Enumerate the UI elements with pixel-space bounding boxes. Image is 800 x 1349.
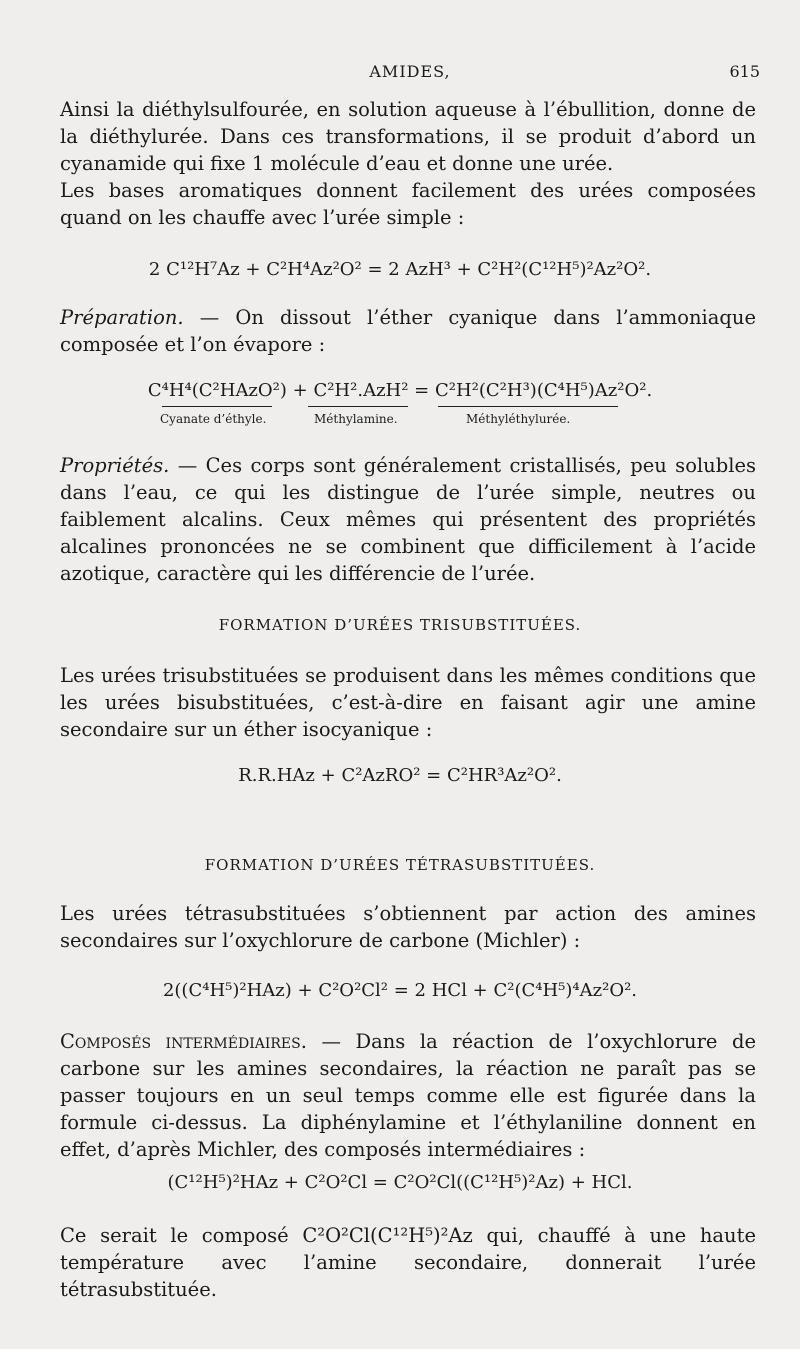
preparation-label: Préparation. [60,306,184,329]
heading-trisubstituees: FORMATION D’URÉES TRISUBSTITUÉES. [218,616,582,634]
paragraph-composes-intermediaires [60,1028,756,1163]
paragraph-bases-aromatiques: Les bases aromatiques donnent facilement des urées composées quand on les chauffe avec l’urée simple : [60,179,756,229]
label-methylamine: Méthylamine. [314,412,398,426]
paragraph-diethylsulfouree: Ainsi la diéthylsulfourée, en solution aqueuse à l’ébullition, donne de la diéthylurée. Dans ces transformations, il se produit d’abord un cyanamide qui fixe 1 molécule d’eau et donne une urée. [60,98,756,175]
page-number: 615 [729,62,760,81]
label-cyanate-ethyle: Cyanate d’éthyle. [160,412,267,426]
paragraph-tetrasubstituees: Les urées tétrasubstituées s’obtiennent par action des amines secondaires sur l’oxychlorure de carbone (Michler) : [60,902,756,952]
equation-methylethyluree: C⁴H⁴(C²HAzO²) + C²H².AzH² = C²H²(C²H³)(C⁴H⁵)Az²O². [147,380,653,401]
label-methylethyluree: Méthyléthylurée. [466,412,571,426]
paragraph-conclusion: Ce serait le composé C²O²Cl(C¹²H⁵)²Az qui, chauffé à une haute température avec l’amine secondaire, donnerait l’urée tétrasubstituée. [60,1224,756,1301]
paragraph-trisubstituees: Les urées trisubstituées se produisent dans les mêmes conditions que les urées bisubstituées, c’est-à-dire en faisant agir une amine secondaire sur un éther isocyanique : [60,664,756,741]
equation-urees-aromatiques: 2 C¹²H⁷Az + C²H⁴Az²O² = 2 AzH³ + C²H²(C¹²H⁵)²Az²O². [148,259,652,280]
running-header [60,62,760,90]
composes-intermediaires-label: Composés intermédiaires. [60,1030,307,1053]
paragraph-preparation [60,304,756,358]
equation-intermediaire: (C¹²H⁵)²HAz + C²O²Cl = C²O²Cl((C¹²H⁵)²Az) + HCl. [167,1172,633,1193]
equation-trisubstituees: R.R.HAz + C²AzRO² = C²HR³Az²O². [238,765,562,786]
proprietes-text: — Ces corps sont généralement cristallisés, peu solubles dans l’eau, ce qui les distingue de l’urée simple, neutres ou faiblement alcalins. Ceux mêmes qui présentent des propriétés alcalines prononcées ne se combinent que difficilement à l’acide azotique, caractère qui les différencie de l’urée. [60,454,756,585]
heading-tetrasubstituees: FORMATION D’URÉES TÉTRASUBSTITUÉES. [204,856,596,874]
proprietes-label: Propriétés. [60,454,170,477]
equation-tetrasubstituees: 2((C⁴H⁵)²HAz) + C²O²Cl² = 2 HCl + C²(C⁴H⁵)⁴Az²O². [162,980,638,1001]
header-title: AMIDES, [369,62,451,81]
composes-intermediaires-text: — Dans la réaction de l’oxychlorure de carbone sur les amines secondaires, la réaction ne paraît pas se passer toujours en un seul temps comme elle est figurée dans la formule ci-dessus. La diphénylamine et l’éthylaniline donnent en effet, d’après Michler, des composés intermédiaires : [60,1030,756,1161]
paragraph-proprietes [60,452,756,587]
equation-braces [150,384,630,424]
preparation-text: — On dissout l’éther cyanique dans l’ammoniaque composée et l’on évapore : [60,306,756,356]
